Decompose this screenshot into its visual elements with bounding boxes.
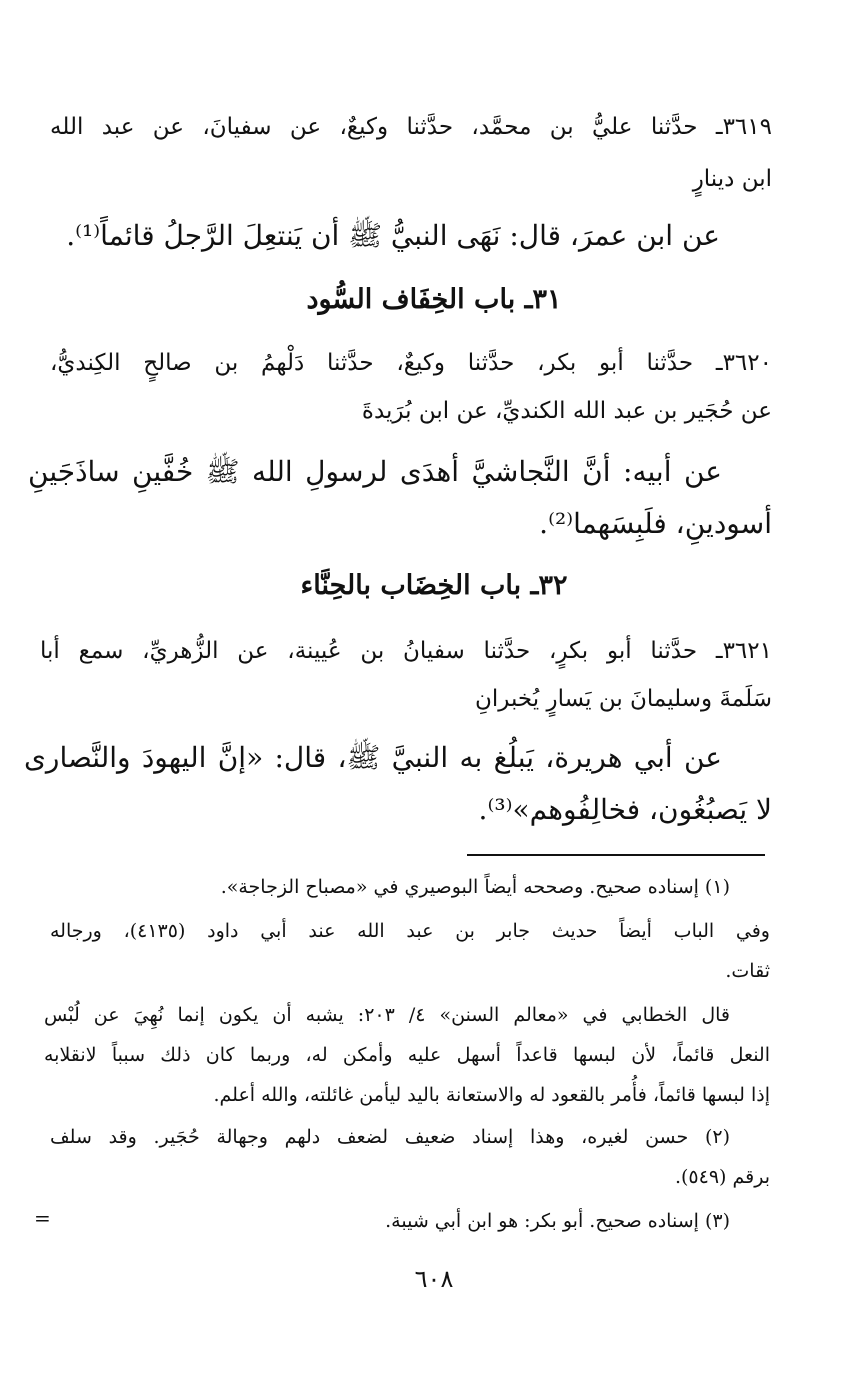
hadith-3621-matn-line1: عن أبي هريرة، يَبلُغ به النبيَّ ﷺ، قال: «إنَّ اليهودَ والنَّصارى — [24, 741, 722, 774]
page-number: ٦٠٨ — [414, 1265, 454, 1293]
hadith-3620-isnad-line2: عن حُجَير بن عبد الله الكنديِّ، عن ابن بُرَيدةَ — [361, 398, 772, 424]
footnote-3-line1: (٣) إسناده صحيح. أبو بكر: هو ابن أبي شيبة. — [385, 1210, 730, 1232]
footnote-1-line3: ثقات. — [725, 960, 770, 982]
footnote-1-line2: وفي الباب أيضاً حديث جابر بن عبد الله عند أبي داود (٤١٣٥)، ورجاله — [50, 920, 770, 942]
hadith-3619-isnad-line1: ٣٦١٩ـ حدَّثنا عليُّ بن محمَّد، حدَّثنا وكيعٌ، عن سفيانَ، عن عبد الله — [50, 114, 772, 140]
hadith-3620-matn-line1: عن أبيه: أنَّ النَّجاشيَّ أهدَى لرسولِ الله ﷺ خُفَّينِ ساذَجَينِ — [28, 455, 722, 488]
hadith-3621-isnad-line2: سَلَمةَ وسليمانَ بن يَسارٍ يُخبرانِ — [475, 686, 772, 712]
hadith-3621-matn-line2: لا يَصبُغُون، فخالِفُوهم»⁽³⁾. — [478, 793, 772, 826]
hadith-3620-isnad-line1: ٣٦٢٠ـ حدَّثنا أبو بكر، حدَّثنا وكيعٌ، حدَّثنا دَلْهمُ بن صالحٍ الكِنديُّ، — [50, 350, 772, 376]
footnote-separator — [467, 854, 765, 856]
margin-mark: = — [34, 1206, 51, 1230]
hadith-3619-matn-line1: عن ابن عمرَ، قال: نَهَى النبيُّ ﷺ أن يَنتعِلَ الرَّجلُ قائماً⁽¹⁾. — [66, 219, 720, 252]
hadith-3621-isnad-line1: ٣٦٢١ـ حدَّثنا أبو بكرٍ، حدَّثنا سفيانُ بن عُيينة، عن الزُّهريِّ، سمع أبا — [40, 638, 772, 664]
hadith-3619-isnad-line2: ابن دينارٍ — [692, 166, 772, 192]
footnote-1-line1: (١) إسناده صحيح. وصححه أيضاً البوصيري في «مصباح الزجاجة». — [220, 876, 730, 898]
chapter-32-title: ٣٢ـ باب الخِضَاب بالحِنَّاء — [300, 570, 568, 601]
footnote-2-line2: برقم (٥٤٩). — [674, 1166, 770, 1188]
footnote-2-line1: (٢) حسن لغيره، وهذا إسناد ضعيف لضعف دلهم وجهالة حُجَير. وقد سلف — [50, 1126, 730, 1148]
footnote-1-line4: قال الخطابي في «معالم السنن» ٤/ ٢٠٣: يشبه أن يكون إنما نُهِيَ عن لُبْس — [44, 1004, 730, 1026]
footnote-1-line6: إذا لبسها قائماً، فأُمر بالقعود له والاستعانة باليد ليأمن غائلته، والله أعلم. — [213, 1084, 770, 1106]
hadith-3620-matn-line2: أسودينِ، فلَبِسَهما⁽²⁾. — [539, 507, 772, 540]
chapter-31-title: ٣١ـ باب الخِفَاف السُّود — [306, 284, 562, 315]
footnote-1-line5: النعل قائماً، لأن لبسها قاعداً أسهل عليه وأمكن له، وربما كان ذلك سبباً لانقلابه — [44, 1044, 770, 1066]
